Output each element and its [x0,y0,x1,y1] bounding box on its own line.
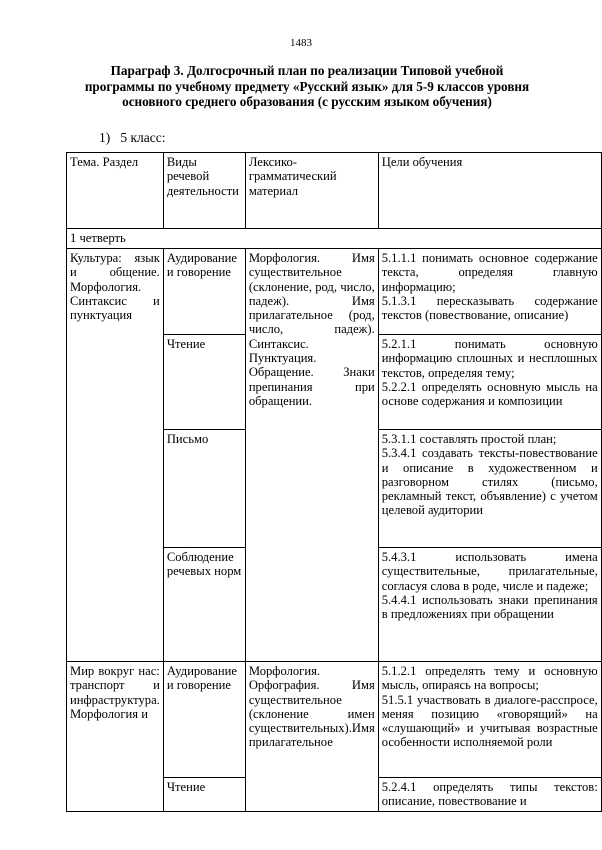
material-cell: Морфология. Орфография. Имя существительное (склонение имен существительных).Имя прилагательное [245,662,378,812]
quarter-row [67,229,602,249]
list-item-grade-5: 1) 5 класс: [99,130,166,145]
goal-item: 5.1.3.1 пересказывать содержание текстов (повествование, описание) [381,293,598,323]
goal-item: 5.1.1.1 понимать основное содержание текста, определяя главную информацию; [381,251,598,294]
activity-cell: Соблюдение речевых норм [163,548,245,662]
goal-item: 5.2.4.1 определять типы текстов: описание, повествование и [381,780,598,809]
goals-cell [378,778,601,812]
activity-cell: Аудирование и говорение [163,249,245,335]
long-term-plan-table [66,152,602,812]
header-topic: Тема. Раздел [67,153,164,229]
goal-item: 5.4.3.1 использовать имена существительные, прилагательные, согласуя слова в роде, числе и падеже; [381,550,598,593]
table-header-row [67,153,602,229]
goals-cell [378,249,601,335]
page-number: 1483 [290,37,312,49]
material-cell: Морфология. Имя существительное (склонение, род, число, падеж). Имя прилагательное (род, число, падеж). Синтаксис. Пунктуация. Обращение. Знаки препинания при обращении. [245,249,378,662]
goal-item: 5.3.4.1 создавать тексты-повествование и описание в художественном и разговорном стилях (письмо, рекламный текст, объявление) с учетом целевой аудитории [381,446,598,518]
goal-item: 5.4.4.1 использовать знаки препинания в предложениях при обращении [381,592,598,622]
header-material: Лексико-грамматический материал [245,153,378,229]
goal-item: 5.2.1.1 понимать основную информацию сплошных и несплошных текстов, определяя тему; [381,337,598,380]
goals-cell [378,548,601,662]
goal-item: 5.2.2.1 определять основную мысль на основе содержания и композиции [381,379,598,409]
topic-cell: Культура: язык и общение. Морфология. Синтаксис и пунктуация [67,249,164,662]
topic-cell: Мир вокруг нас: транспорт и инфраструктура. Морфология и [67,662,164,812]
activity-cell: Чтение [163,778,245,812]
heading-line-3: основного среднего образования (с русским языком обучения) [122,94,492,109]
goals-cell [378,662,601,778]
header-goals: Цели обучения [378,153,601,229]
activity-cell: Чтение [163,335,245,430]
goals-cell [378,335,601,430]
goal-item: 5.3.1.1 составлять простой план; [381,432,557,446]
goal-item: 5.1.2.1 определять тему и основную мысль, опираясь на вопросы; [381,664,598,693]
table-row [67,249,602,335]
goals-cell [378,430,601,548]
header-activity: Виды речевой деятельности [163,153,245,229]
section-heading [72,63,542,110]
activity-cell: Письмо [163,430,245,548]
quarter-label: 1 четверть [67,229,602,249]
goal-item: 51.5.1 участвовать в диалоге-расспросе, меняя позицию «говорящий» на «слушающий» и учитывая возрастные особенности исполняемой роли [381,692,598,750]
activity-cell: Аудирование и говорение [163,662,245,778]
table-row [67,662,602,778]
heading-line-1: Параграф 3. Долгосрочный план по реализации Типовой учебной [110,63,504,78]
heading-line-2: программы по учебному предмету «Русский язык» для 5-9 классов уровня [84,78,530,94]
